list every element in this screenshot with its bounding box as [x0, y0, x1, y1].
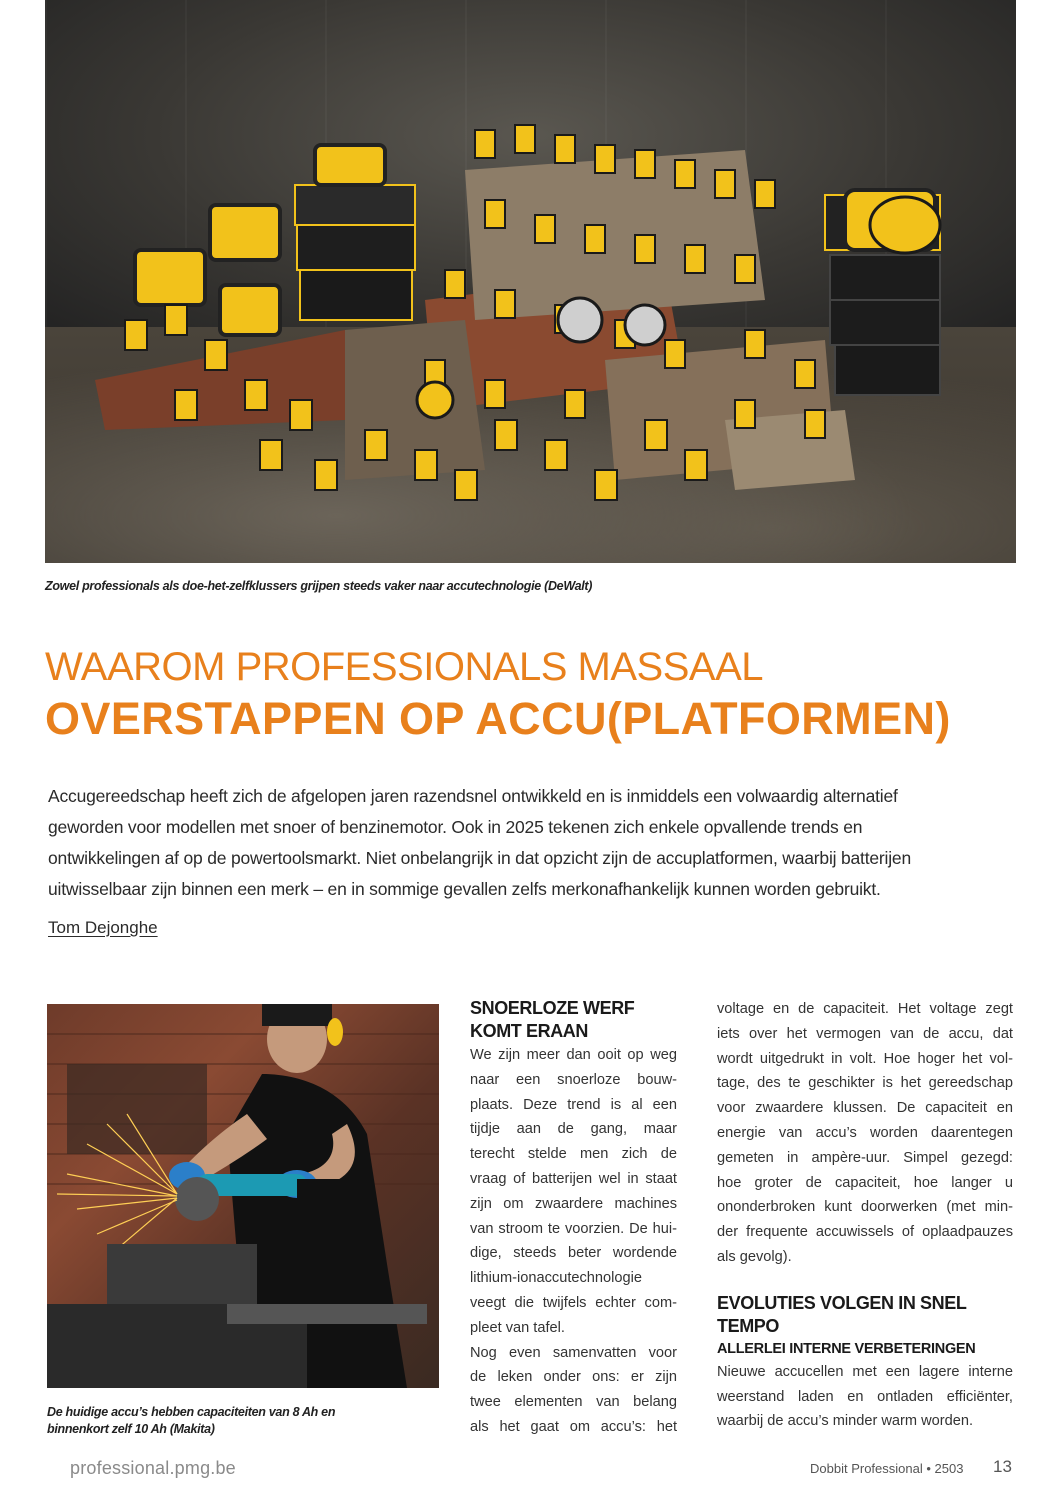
text-line: als het gaat om accu’s: het — [470, 1418, 677, 1435]
text-line: ononderbroken kunt doorwerken (met min- — [717, 1199, 1013, 1216]
text-line: energie van accu’s worden daarentegen — [717, 1124, 1013, 1141]
text-line: veegt die twijfels echter com- — [470, 1294, 677, 1311]
worker-illustration — [47, 1004, 439, 1388]
text-line: Nieuwe accucellen met een lagere interne — [717, 1363, 1013, 1380]
text-line: Nog even samenvatten voor — [470, 1344, 677, 1361]
article-column-2 — [470, 997, 677, 1440]
intro-paragraph — [48, 781, 928, 905]
text-line: lithium-ionaccutechnologie — [470, 1270, 642, 1287]
footer-publication: Dobbit Professional • 2503 — [810, 1461, 964, 1476]
text-line: gemeten in ampère-uur. Simpel gezegd: — [717, 1149, 1013, 1166]
text-line: dige, steeds beter wordende — [470, 1245, 677, 1262]
intro-line: ontwikkelingen af op de powertoolsmarkt. Niet onbelangrijk in dat opzicht zijn de accuplatformen, waarbij batterijen — [48, 848, 911, 868]
headline-line-2: OVERSTAPPEN OP ACCU(PLATFORMEN) — [45, 693, 951, 744]
heading-line: KOMT ERAAN — [470, 1021, 588, 1041]
hero-photo — [45, 0, 1016, 563]
article-column-3 — [717, 997, 1013, 1434]
page-number: 13 — [993, 1457, 1012, 1476]
hero-caption: Zowel professionals als doe-het-zelfklussers grijpen steeds vaker naar accutechnologie (DeWalt) — [45, 579, 593, 593]
col2-text — [470, 1043, 677, 1440]
text-line: waarbij de accu’s minder warm worden. — [717, 1413, 974, 1430]
intro-line: Accugereedschap heeft zich de afgelopen jaren razendsnel ontwikkeld en is inmiddels een volwaardig alternatief — [48, 786, 898, 806]
text-line: twee elementen van belang — [470, 1394, 677, 1411]
intro-line: uitwisselbaar zijn binnen een merk – en in sommige gevallen zelfs merkonafhankelijk kunnen worden gebruikt. — [48, 879, 881, 899]
text-line: tijdje aan de gang, maar — [470, 1121, 677, 1138]
worker-caption — [47, 1404, 427, 1438]
text-line: weerstand laden en ontladen efficiënter, — [717, 1388, 1013, 1405]
text-line: voltage en de capaciteit. Het voltage zegt — [717, 1001, 1013, 1017]
text-line: wordt uitgedrukt in volt. Hoe hoger het vol- — [717, 1050, 1013, 1067]
col3-text — [717, 997, 1013, 1270]
text-line: als gevolg). — [717, 1248, 792, 1265]
headline-line-1: WAAROM PROFESSIONALS MASSAAL — [45, 645, 764, 689]
section-heading-evoluties — [717, 1292, 1013, 1338]
text-line: tage, des te geschikter is het gereedschap — [717, 1075, 1013, 1092]
worker-caption-line: binnenkort zelf 10 Ah (Makita) — [47, 1422, 215, 1436]
footer-website-link[interactable]: professional.pmg.be — [70, 1458, 236, 1478]
text-line: plaats. Deze trend is al een — [470, 1096, 677, 1113]
hero-tools-illustration — [45, 0, 1016, 563]
text-line: We zijn meer dan ooit op weg — [470, 1047, 677, 1063]
subheading-interne-verbeteringen: ALLERLEI INTERNE VERBETERINGEN — [717, 1340, 976, 1357]
section-heading-snoerloze-werf — [470, 997, 677, 1043]
worker-caption-line: De huidige accu’s hebben capaciteiten van 8 Ah en — [47, 1405, 336, 1419]
text-line: vraag of batterijen wel in staat — [470, 1170, 677, 1187]
text-line: van stroom te voorzien. De hui- — [470, 1220, 677, 1237]
text-line: de leken onder ons: er zijn — [470, 1369, 677, 1386]
intro-line: geworden voor modellen met snoer of benzinemotor. Ook in 2025 tekenen zich enkele opvallende trends en — [48, 817, 863, 837]
heading-line: TEMPO — [717, 1315, 780, 1336]
text-line: naar een snoerloze bouw- — [470, 1071, 677, 1088]
heading-line: EVOLUTIES VOLGEN IN SNEL — [717, 1292, 967, 1313]
author-link[interactable]: Tom Dejonghe — [48, 918, 158, 937]
col3-text-2 — [717, 1360, 1013, 1434]
text-line: terecht stelde men zich de — [470, 1146, 677, 1163]
text-line: iets over het vermogen van de accu, dat — [717, 1025, 1013, 1042]
text-line: zijn om zwaardere machines — [470, 1195, 677, 1212]
worker-photo — [47, 1004, 439, 1388]
text-line: der frequente accuwissels of oplaadpauzes — [717, 1224, 1013, 1241]
text-line: pleet van tafel. — [470, 1319, 565, 1336]
text-line: voor zwaardere klussen. De capaciteit en — [717, 1100, 1013, 1117]
heading-line: SNOERLOZE WERF — [470, 998, 635, 1018]
text-line: hoe groter de capaciteit, hoe langer u — [717, 1174, 1013, 1191]
